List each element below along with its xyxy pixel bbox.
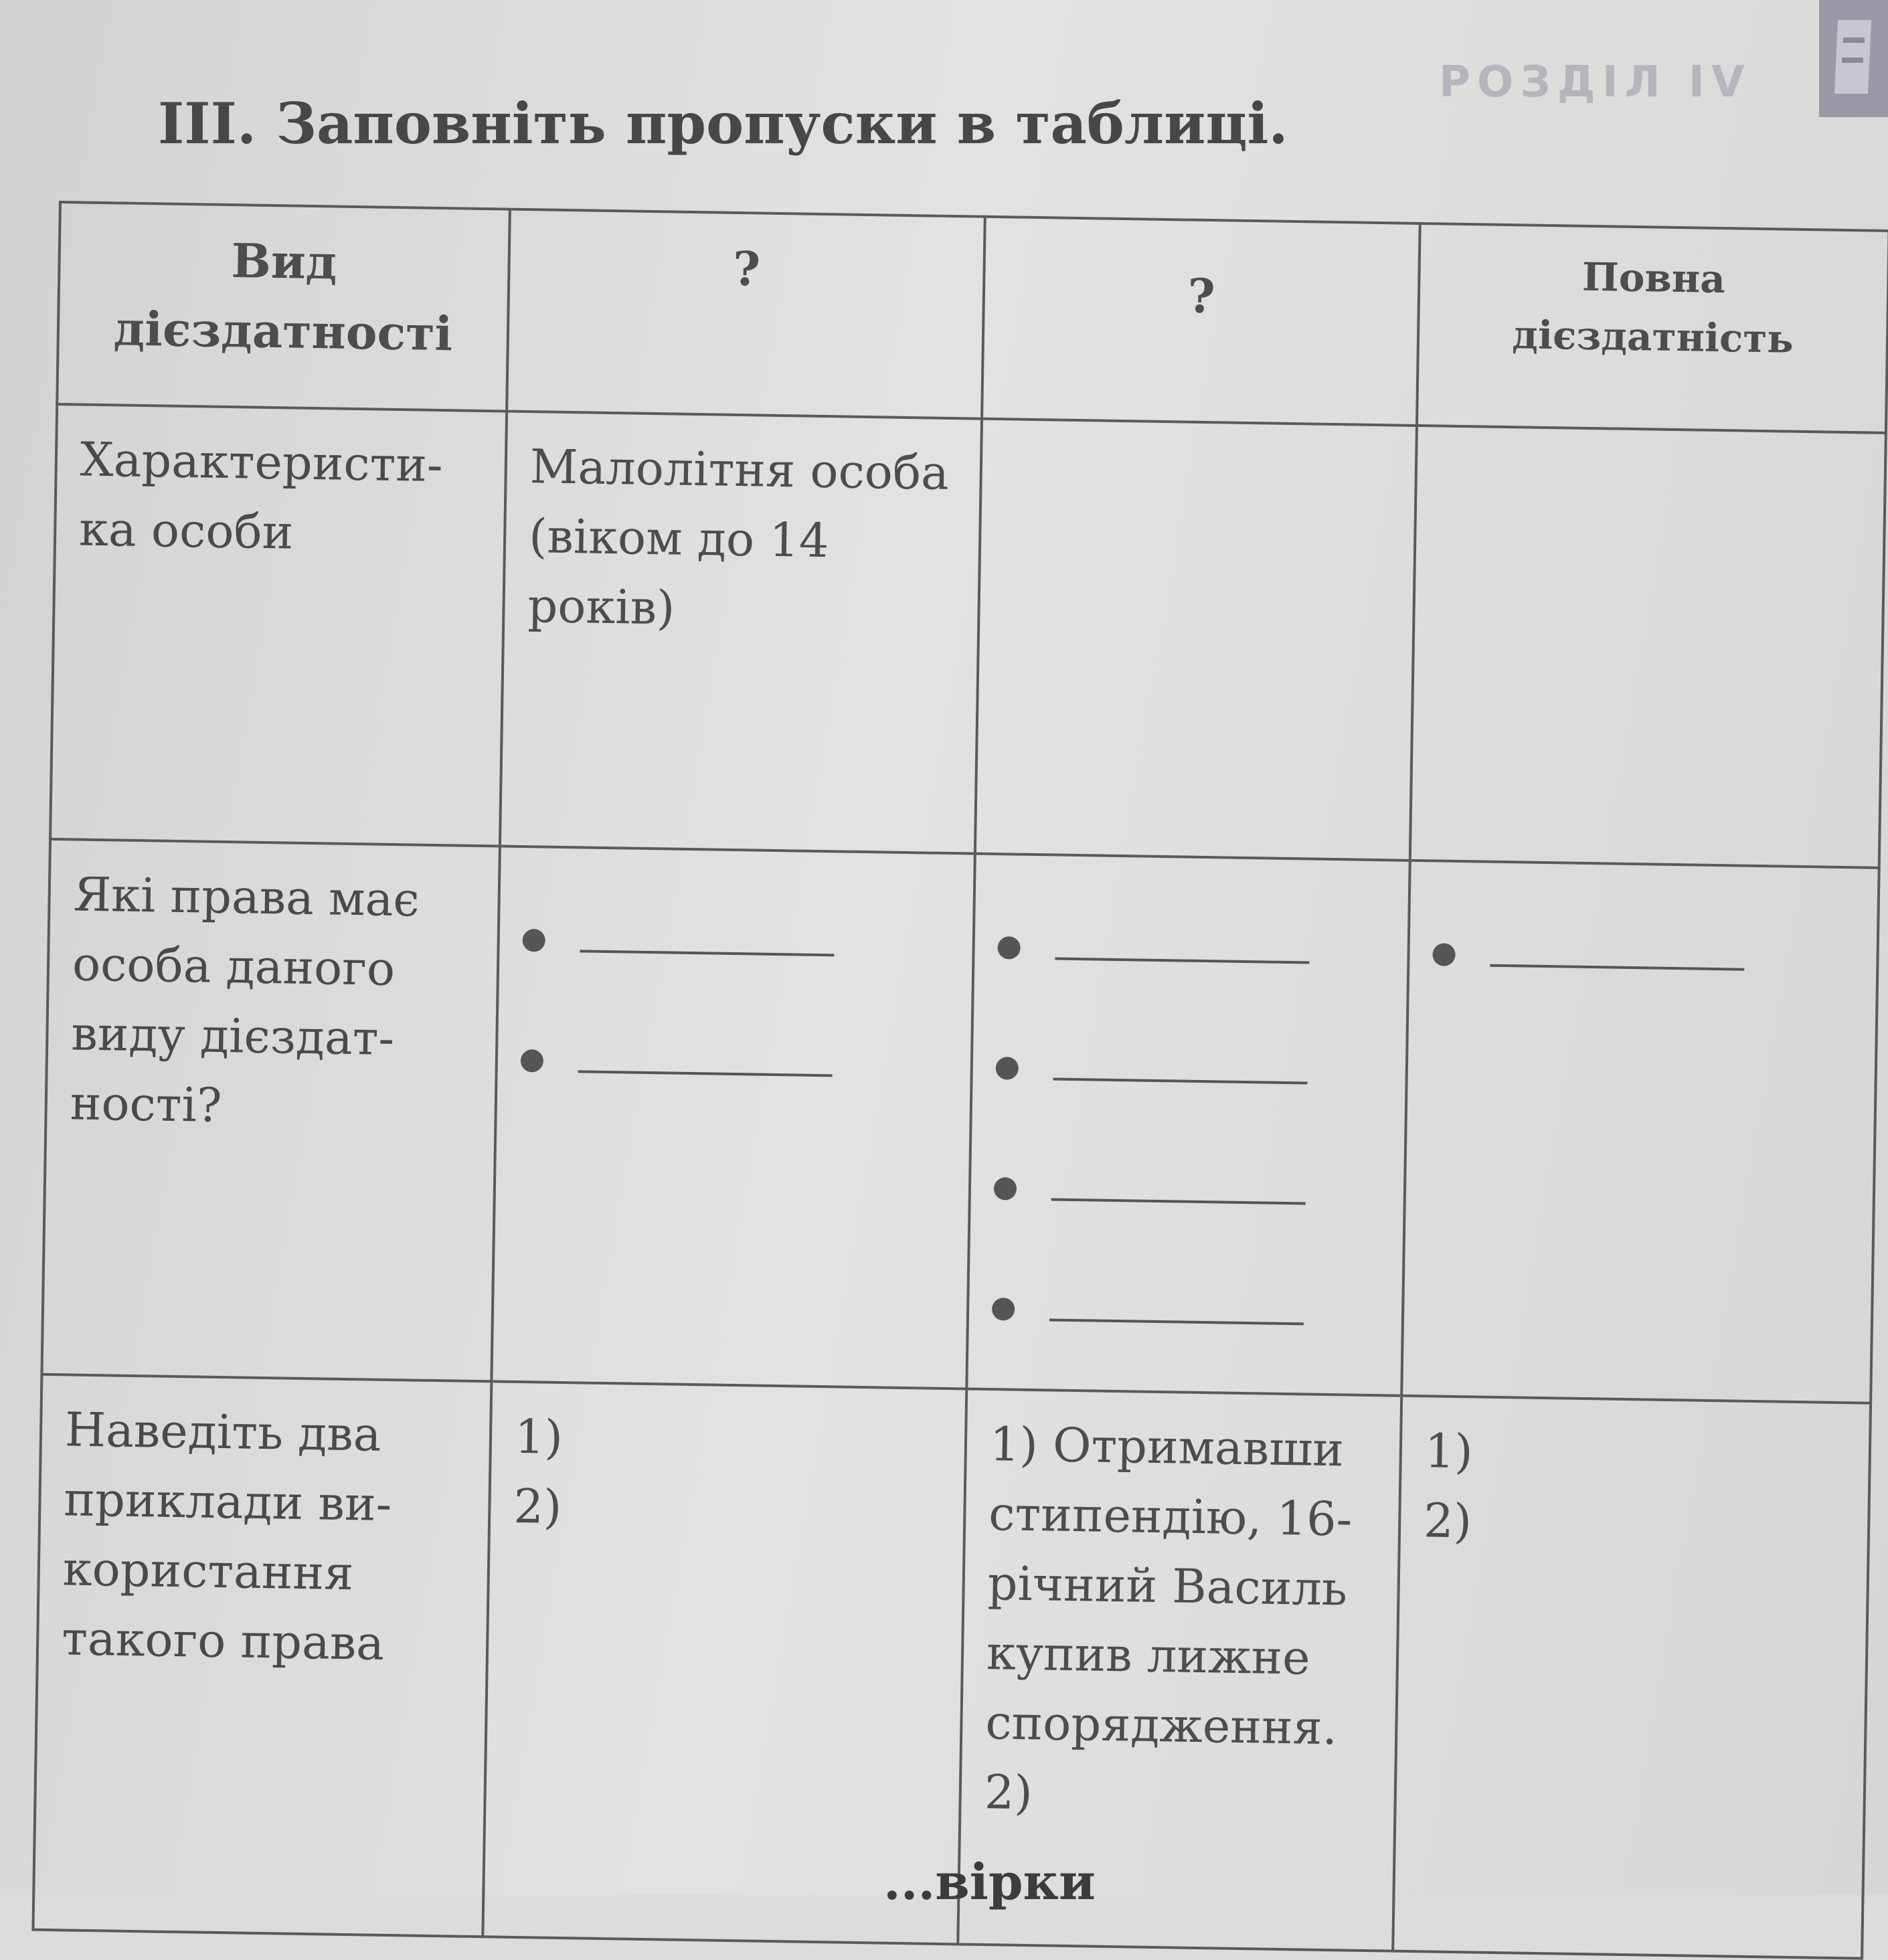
answer-blank[interactable] xyxy=(1432,894,1855,1021)
answer-blank[interactable] xyxy=(997,887,1385,1014)
answer-blank[interactable] xyxy=(993,1128,1382,1255)
cell-minor-characteristic: Малолітня особа (віком до 14 років) xyxy=(500,412,982,854)
blank-line xyxy=(1053,1077,1308,1084)
cell-blank xyxy=(975,419,1417,861)
blank-line xyxy=(1055,958,1309,964)
bullet-list xyxy=(519,867,950,1128)
bullet-icon xyxy=(997,936,1021,960)
column-header-full-capacity: Повна дієздатність xyxy=(1417,224,1888,433)
blank-line xyxy=(580,950,834,956)
task-title: III. Заповніть пропуски в таблиці. xyxy=(158,90,1288,157)
example-item[interactable]: 2) xyxy=(984,1765,1033,1821)
capacity-table xyxy=(33,201,1888,1909)
section-label: РОЗДІЛ IV xyxy=(1439,58,1751,107)
cell-rights-col3 xyxy=(966,854,1409,1396)
answer-blank[interactable] xyxy=(995,1008,1383,1134)
blank-line xyxy=(1051,1198,1306,1205)
blank-line xyxy=(1049,1318,1304,1325)
bullet-icon xyxy=(521,1049,544,1073)
cell-rights-col4 xyxy=(1401,861,1879,1403)
bullet-list xyxy=(991,874,1386,1375)
bullet-icon xyxy=(1432,943,1456,966)
blank-line xyxy=(1490,964,1744,971)
bullet-list xyxy=(1432,881,1855,1021)
row-label-characteristic: Характеристи-ка особи xyxy=(50,404,507,846)
example-item[interactable]: 1) xyxy=(1424,1423,1474,1480)
bullet-icon xyxy=(994,1177,1017,1200)
table-row xyxy=(50,404,1886,868)
bullet-icon xyxy=(992,1298,1015,1321)
column-header-capacity-type: Вид дієздатності xyxy=(57,202,510,412)
bullet-icon xyxy=(996,1057,1019,1080)
cell-rights-col2 xyxy=(491,846,974,1389)
column-header-unknown-1: ? xyxy=(507,209,985,419)
example-item: 1) Отримавши стипендію, 16-річний Василь купив лижне спорядження. xyxy=(984,1417,1353,1756)
bullet-icon xyxy=(522,929,545,952)
blank-line xyxy=(578,1070,833,1077)
table-header-row xyxy=(57,202,1888,433)
page-bottom-cut-text: ...вірки xyxy=(883,1854,1096,1911)
answer-blank[interactable] xyxy=(991,1249,1380,1375)
table-row xyxy=(41,839,1879,1403)
row-label-rights: Які права має особа даного виду дієздат-ності? xyxy=(41,839,499,1381)
row-label-examples: Наведіть два приклади ви-користання такого права xyxy=(33,1374,491,1937)
answer-blank[interactable] xyxy=(519,1000,948,1128)
cell-examples-col4 xyxy=(1393,1396,1871,1959)
cell-blank xyxy=(1410,426,1886,868)
book-logo-icon xyxy=(1819,0,1888,117)
answer-blank[interactable] xyxy=(521,880,950,1007)
example-item[interactable]: 2) xyxy=(1423,1493,1472,1549)
column-header-unknown-2: ? xyxy=(982,217,1420,426)
example-item[interactable]: 1) xyxy=(514,1409,564,1465)
example-item[interactable]: 2) xyxy=(513,1478,562,1535)
